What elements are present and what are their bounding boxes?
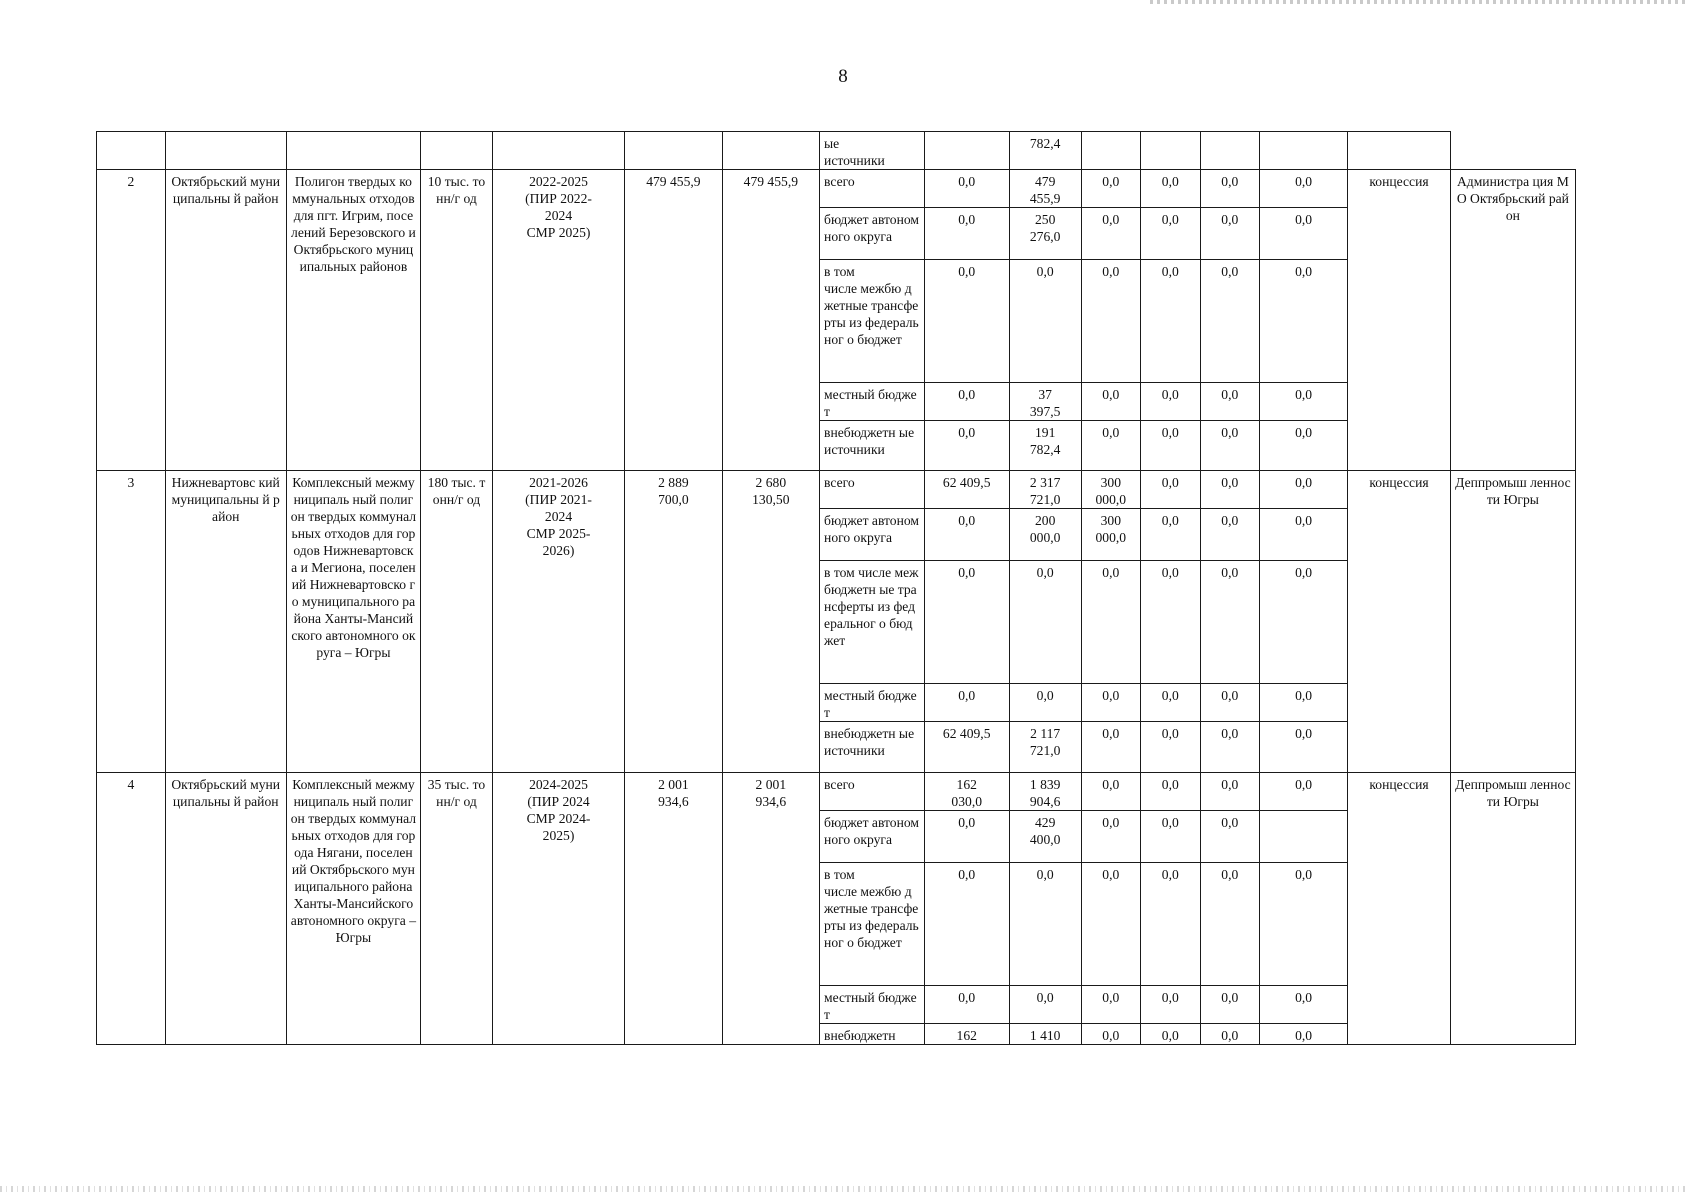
amount-cell: 0,0 [1200,383,1259,421]
amount-cell: 0,0 [1141,421,1200,471]
amount-cell: 0,0 [1200,509,1259,561]
amount-cell: 162 030,0 [924,773,1009,811]
amount-cell: 0,0 [1081,773,1140,811]
amount-cell: 0,0 [924,863,1009,986]
empty-cell [492,132,624,170]
amount-cell: 0,0 [1260,722,1348,773]
table-row [97,170,1576,208]
table-row [97,132,1576,170]
amount-cell: 0,0 [1141,811,1200,863]
amount-cell: 0,0 [1260,421,1348,471]
funding-source-cell: бюджет автономного округа [820,811,925,863]
amount-cell: 0,0 [924,561,1009,684]
amount-cell: 0,0 [1260,684,1348,722]
amount-cell: 0,0 [1081,684,1140,722]
amount-cell: 0,0 [1200,471,1259,509]
cost-estimate-cell: 479 455,9 [625,170,722,471]
cost-estimate-cell: 2 889 700,0 [625,471,722,773]
funding-source-cell: всего [820,170,925,208]
amount-cell: 0,0 [1081,986,1140,1024]
amount-cell: 479 455,9 [1009,170,1081,208]
responsible-cell: Администра ция МО Октябрьский район [1450,170,1575,471]
amount-cell [1260,811,1348,863]
cost-estimate-cell: 2 001 934,6 [625,773,722,1045]
funding-source-cell: ые источники [820,132,925,170]
amount-cell: 0,0 [1141,170,1200,208]
amount-cell: 0,0 [1200,773,1259,811]
amount-cell: 0,0 [1141,260,1200,383]
amount-cell: 0,0 [1260,208,1348,260]
capacity-cell: 180 тыс. тонн/г од [421,471,493,773]
funding-source-cell: в том числе межбюджетн ые трансферты из федеральног о бюджет [820,561,925,684]
amount-cell [1141,132,1200,170]
amount-cell: 429 400,0 [1009,811,1081,863]
amount-cell: 0,0 [924,170,1009,208]
amount-cell: 0,0 [1200,421,1259,471]
amount-cell: 0,0 [1009,986,1081,1024]
amount-cell: 0,0 [1141,383,1200,421]
municipality-cell: Октябрьский муниципальны й район [165,170,286,471]
amount-cell: 0,0 [1141,561,1200,684]
amount-cell: 0,0 [1260,471,1348,509]
amount-cell: 162 [924,1024,1009,1045]
amount-cell: 200 000,0 [1009,509,1081,561]
mechanism-cell: концессия [1348,170,1451,471]
amount-cell: 0,0 [1081,561,1140,684]
funding-source-cell: всего [820,471,925,509]
empty-cell [625,132,722,170]
amount-cell [1348,132,1451,170]
table-container [96,131,1576,1045]
amount-cell: 0,0 [1141,684,1200,722]
capacity-cell: 10 тыс. тонн/г од [421,170,493,471]
amount-cell: 0,0 [1141,986,1200,1024]
amount-cell [1200,132,1259,170]
amount-cell: 0,0 [924,383,1009,421]
amount-cell: 0,0 [924,509,1009,561]
amount-cell: 0,0 [1141,471,1200,509]
row-number-cell: 3 [97,471,166,773]
amount-cell: 0,0 [1141,773,1200,811]
scan-noise-top [1150,0,1686,4]
municipality-cell: Октябрьский муниципальны й район [165,773,286,1045]
funding-source-cell: внебюджетн [820,1024,925,1045]
amount-cell: 782,4 [1009,132,1081,170]
amount-cell: 0,0 [1260,773,1348,811]
table-row [97,471,1576,509]
amount-cell: 0,0 [924,986,1009,1024]
funding-source-cell: местный бюджет [820,383,925,421]
amount-cell: 0,0 [1200,986,1259,1024]
amount-cell: 0,0 [1260,260,1348,383]
object-name-cell: Комплексный межмуниципаль ный полигон твердых коммунальных отходов для города Нягани, поселений Октябрьского муниципального района Ханты-Мансийского автономного округа – Югры [286,773,420,1045]
period-cell: 2021-2026 (ПИР 2021- 2024 СМР 2025- 2026) [492,471,624,773]
funding-source-cell: местный бюджет [820,684,925,722]
responsible-cell: Деппромыш ленности Югры [1450,773,1575,1045]
amount-cell: 0,0 [924,421,1009,471]
amount-cell: 0,0 [1260,863,1348,986]
amount-cell: 62 409,5 [924,471,1009,509]
amount-cell: 0,0 [1081,421,1140,471]
period-cell: 2022-2025 (ПИР 2022- 2024 СМР 2025) [492,170,624,471]
amount-cell: 2 317 721,0 [1009,471,1081,509]
amount-cell: 0,0 [1200,684,1259,722]
amount-cell: 0,0 [1081,811,1140,863]
funding-source-cell: бюджет автономного округа [820,208,925,260]
empty-cell [165,132,286,170]
scan-noise-bottom [0,1186,1686,1192]
amount-cell: 0,0 [1260,1024,1348,1045]
object-name-cell: Комплексный межмуниципаль ный полигон твердых коммунальных отходов для городов Нижневартовска и Мегиона, поселений Нижневартовско го муниципального района Ханты-Мансийского автономного округа – Югры [286,471,420,773]
amount-cell: 0,0 [1081,863,1140,986]
funding-source-cell: местный бюджет [820,986,925,1024]
funding-source-cell: в том числе межбю джетные трансферты из федеральног о бюджет [820,863,925,986]
amount-cell: 0,0 [1009,684,1081,722]
amount-cell: 250 276,0 [1009,208,1081,260]
amount-cell: 191 782,4 [1009,421,1081,471]
amount-cell: 0,0 [1200,1024,1259,1045]
amount-cell: 0,0 [924,260,1009,383]
amount-cell: 0,0 [1200,260,1259,383]
amount-cell: 0,0 [1200,561,1259,684]
amount-cell: 0,0 [1200,863,1259,986]
object-name-cell: Полигон твердых коммунальных отходов для пгт. Игрим, поселений Березовского и Октябрьского муниципальных районов [286,170,420,471]
table-row [97,773,1576,811]
row-number-cell: 4 [97,773,166,1045]
capacity-cell: 35 тыс. тонн/г од [421,773,493,1045]
cost-total-cell: 2 001 934,6 [722,773,819,1045]
empty-cell [421,132,493,170]
amount-cell: 0,0 [1009,863,1081,986]
amount-cell: 0,0 [1009,260,1081,383]
responsible-cell: Деппромыш ленности Югры [1450,471,1575,773]
amount-cell: 0,0 [1200,170,1259,208]
funding-source-cell: в том числе межбю джетные трансферты из федеральног о бюджет [820,260,925,383]
amount-cell: 0,0 [1200,208,1259,260]
amount-cell: 2 117 721,0 [1009,722,1081,773]
amount-cell: 0,0 [1081,383,1140,421]
amount-cell: 300 000,0 [1081,509,1140,561]
page-number: 8 [838,66,848,87]
mechanism-cell: концессия [1348,471,1451,773]
amount-cell: 0,0 [1260,509,1348,561]
municipality-cell: Нижневартовс кий муниципальны й район [165,471,286,773]
mechanism-cell: концессия [1348,773,1451,1045]
amount-cell [1260,132,1348,170]
amount-cell: 1 839 904,6 [1009,773,1081,811]
amount-cell: 0,0 [1009,561,1081,684]
amount-cell: 0,0 [1260,986,1348,1024]
period-cell: 2024-2025 (ПИР 2024 СМР 2024- 2025) [492,773,624,1045]
amount-cell: 0,0 [1081,722,1140,773]
empty-cell [97,132,166,170]
empty-cell [722,132,819,170]
amount-cell: 0,0 [1081,208,1140,260]
cost-total-cell: 479 455,9 [722,170,819,471]
amount-cell: 0,0 [1081,260,1140,383]
funding-source-cell: бюджет автономного округа [820,509,925,561]
amount-cell: 0,0 [1260,383,1348,421]
row-number-cell: 2 [97,170,166,471]
amount-cell: 0,0 [1141,1024,1200,1045]
amount-cell: 62 409,5 [924,722,1009,773]
amount-cell: 0,0 [1260,170,1348,208]
amount-cell: 0,0 [924,684,1009,722]
amount-cell: 0,0 [1200,811,1259,863]
amount-cell [1081,132,1140,170]
funding-source-cell: всего [820,773,925,811]
amount-cell: 0,0 [1200,722,1259,773]
amount-cell: 0,0 [1260,561,1348,684]
amount-cell: 300 000,0 [1081,471,1140,509]
amount-cell: 0,0 [924,811,1009,863]
amount-cell: 0,0 [1141,863,1200,986]
amount-cell: 0,0 [1141,208,1200,260]
amount-cell: 0,0 [1141,722,1200,773]
amount-cell [924,132,1009,170]
amount-cell: 0,0 [924,208,1009,260]
funding-source-cell: внебюджетн ые источники [820,421,925,471]
amount-cell: 0,0 [1141,509,1200,561]
amount-cell: 37 397,5 [1009,383,1081,421]
amount-cell: 0,0 [1081,1024,1140,1045]
empty-cell [286,132,420,170]
amount-cell: 1 410 [1009,1024,1081,1045]
investment-table [96,131,1576,1045]
funding-source-cell: внебюджетн ые источники [820,722,925,773]
amount-cell: 0,0 [1081,170,1140,208]
cost-total-cell: 2 680 130,50 [722,471,819,773]
